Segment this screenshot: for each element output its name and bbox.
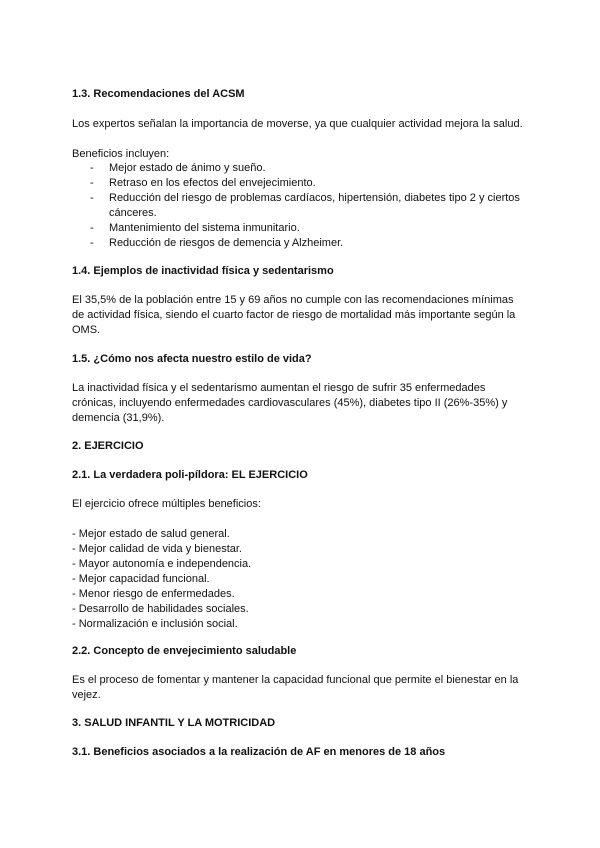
list-item: - Reducción del riesgo de problemas cardíacos, hipertensión, diabetes tipo 2 y ciertos cánceres. <box>72 191 528 221</box>
section-1-5-text: La inactividad física y el sedentarismo aumentan el riesgo de sufrir 35 enfermedades crónicas, incluyendo enfermedades cardiovasculares (45%), diabetes tipo II (26%-35%) y demencia (31,9%). <box>72 382 508 424</box>
list-item: - Mejor capacidad funcional. <box>72 573 210 585</box>
section-2-1-intro: El ejercicio ofrece múltiples beneficios: <box>72 498 261 510</box>
section-2-2-heading: 2.2. Concepto de envejecimiento saludable <box>72 645 297 657</box>
list-item: - Reducción de riesgos de demencia y Alzheimer. <box>72 236 528 251</box>
section-3-1-heading: 3.1. Beneficios asociados a la realización de AF en menores de 18 años <box>72 746 446 758</box>
benefits-label: Beneficios incluyen: <box>72 148 170 160</box>
list-item: - Desarrollo de habilidades sociales. <box>72 603 249 615</box>
list-item: - Mejor estado de salud general. <box>72 528 230 540</box>
list-item: - Mejor estado de ánimo y sueño. <box>72 161 528 176</box>
section-1-5-heading: 1.5. ¿Cómo nos afecta nuestro estilo de vida? <box>72 353 312 365</box>
benefits-list <box>72 161 528 251</box>
list-item: - Retraso en los efectos del envejecimiento. <box>72 176 528 191</box>
exercise-benefits-list <box>72 527 528 632</box>
list-item: - Mantenimiento del sistema inmunitario. <box>72 221 528 236</box>
list-item: - Mayor autonomía e independencia. <box>72 558 252 570</box>
section-3-heading: 3. SALUD INFANTIL Y LA MOTRICIDAD <box>72 717 276 729</box>
section-1-3-intro: Los expertos señalan la importancia de moverse, ya que cualquier actividad mejora la salud. <box>72 118 523 130</box>
section-1-4-text: El 35,5% de la población entre 15 y 69 años no cumple con las recomendaciones mínimas de actividad física, siendo el cuarto factor de riesgo de mortalidad más importante según la OMS. <box>72 294 516 336</box>
list-item: - Menor riesgo de enfermedades. <box>72 588 235 600</box>
section-1-3-heading: 1.3. Recomendaciones del ACSM <box>72 88 245 100</box>
section-1-4-heading: 1.4. Ejemplos de inactividad física y sedentarismo <box>72 265 334 277</box>
section-2-heading: 2. EJERCICIO <box>72 440 144 452</box>
section-2-1-heading: 2.1. La verdadera poli-píldora: EL EJERCICIO <box>72 469 308 481</box>
list-item: - Normalización e inclusión social. <box>72 618 238 630</box>
list-item: - Mejor calidad de vida y bienestar. <box>72 543 242 555</box>
section-2-2-text: Es el proceso de fomentar y mantener la capacidad funcional que permite el bienestar en la vejez. <box>72 674 519 701</box>
